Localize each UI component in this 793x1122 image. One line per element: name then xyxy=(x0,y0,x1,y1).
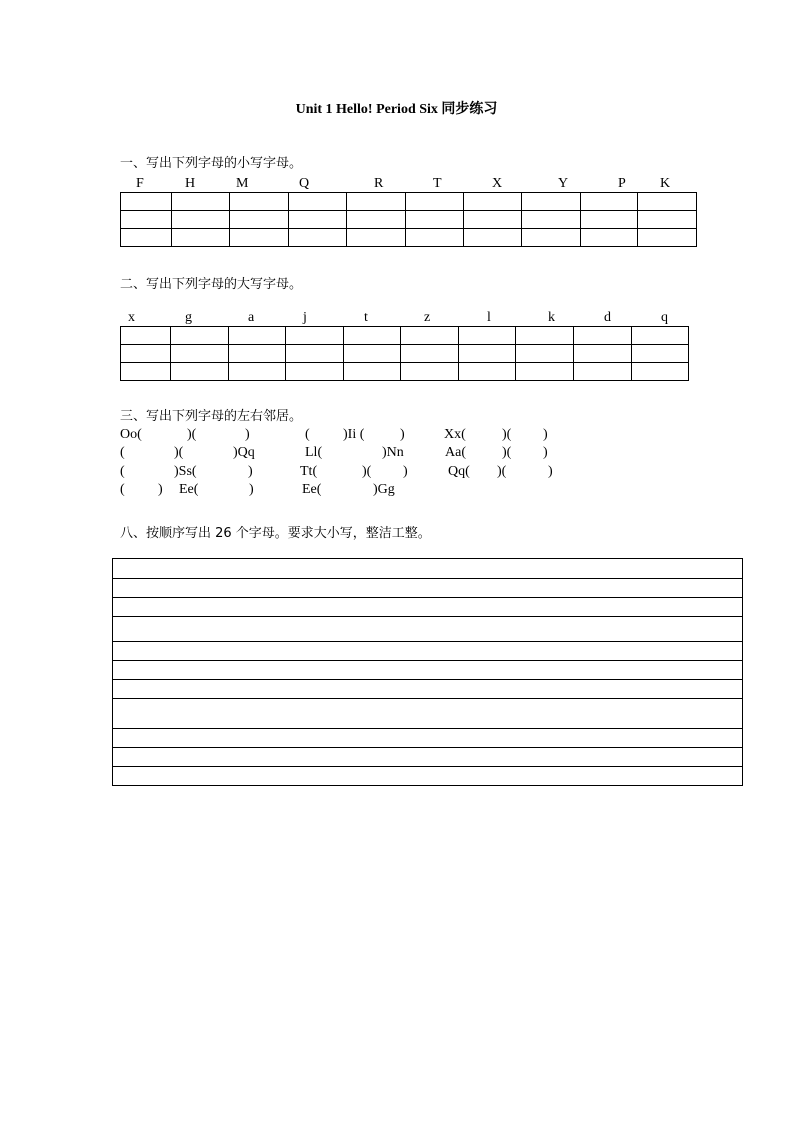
grid-cell[interactable] xyxy=(230,193,289,211)
writing-line[interactable] xyxy=(113,699,742,729)
writing-line[interactable] xyxy=(113,767,742,786)
neighbor-text: )( xyxy=(502,445,512,460)
grid-cell[interactable] xyxy=(401,327,459,345)
writing-line[interactable] xyxy=(113,579,742,598)
grid-cell[interactable] xyxy=(172,193,230,211)
neighbor-text: ( xyxy=(305,427,310,442)
grid-cell[interactable] xyxy=(289,211,347,229)
neighbor-text: ) xyxy=(403,464,408,479)
neighbor-text: )( xyxy=(497,464,507,479)
neighbor-text: )( xyxy=(174,445,184,460)
neighbor-text: ) xyxy=(543,427,548,442)
grid-cell[interactable] xyxy=(171,345,229,363)
letter-label: K xyxy=(660,176,671,191)
neighbor-row xyxy=(0,427,793,445)
grid-cell[interactable] xyxy=(522,193,581,211)
neighbor-text: )Nn xyxy=(382,445,404,460)
letter-label: z xyxy=(424,310,431,325)
letter-label: P xyxy=(618,176,626,191)
grid-cell[interactable] xyxy=(516,363,574,381)
neighbor-text: Qq( xyxy=(448,464,470,479)
neighbor-text: )( xyxy=(187,427,197,442)
letter-label: H xyxy=(185,176,196,191)
section4-heading: 八、按顺序写出 26 个字母。要求大小写，整洁工整。 xyxy=(120,526,431,541)
grid-cell[interactable] xyxy=(230,211,289,229)
writing-line[interactable] xyxy=(113,642,742,661)
section1-writing-grid xyxy=(120,192,697,247)
letter-label: R xyxy=(374,176,384,191)
grid-cell[interactable] xyxy=(459,363,516,381)
neighbor-text: Tt( xyxy=(300,464,318,479)
neighbor-text: ( xyxy=(120,482,125,497)
section2-heading: 二、写出下列字母的大写字母。 xyxy=(120,277,303,292)
neighbor-text: ) xyxy=(245,427,250,442)
grid-cell[interactable] xyxy=(121,193,172,211)
letter-label: x xyxy=(128,310,135,325)
grid-cell[interactable] xyxy=(632,345,689,363)
letter-label: g xyxy=(185,310,192,325)
section2-letters xyxy=(0,310,793,326)
grid-cell[interactable] xyxy=(347,193,406,211)
neighbor-text: ) xyxy=(400,427,405,442)
neighbor-text: )Ii ( xyxy=(343,427,365,442)
letter-label: M xyxy=(236,176,249,191)
neighbor-text: ) xyxy=(548,464,553,479)
grid-cell[interactable] xyxy=(344,363,401,381)
grid-cell[interactable] xyxy=(229,345,286,363)
grid-cell[interactable] xyxy=(347,229,406,247)
grid-cell[interactable] xyxy=(172,211,230,229)
section1-heading: 一、写出下列字母的小写字母。 xyxy=(120,156,303,171)
neighbor-text: ) xyxy=(249,482,254,497)
letter-label: Q xyxy=(299,176,310,191)
writing-line[interactable] xyxy=(113,661,742,680)
grid-cell[interactable] xyxy=(286,327,344,345)
section1-letters xyxy=(0,176,793,192)
writing-line[interactable] xyxy=(113,559,742,579)
grid-cell[interactable] xyxy=(121,345,171,363)
grid-cell[interactable] xyxy=(638,193,697,211)
grid-cell[interactable] xyxy=(632,363,689,381)
neighbor-text: ( xyxy=(120,464,125,479)
letter-label: l xyxy=(487,310,491,325)
grid-cell[interactable] xyxy=(230,229,289,247)
grid-cell[interactable] xyxy=(344,345,401,363)
page-title: Unit 1 Hello! Period Six 同步练习 xyxy=(295,102,498,117)
grid-cell[interactable] xyxy=(286,363,344,381)
letter-label: k xyxy=(548,310,555,325)
letter-label: F xyxy=(136,176,144,191)
grid-cell[interactable] xyxy=(516,345,574,363)
neighbor-text: Ee( xyxy=(302,482,322,497)
grid-cell[interactable] xyxy=(464,211,522,229)
grid-cell[interactable] xyxy=(632,327,689,345)
neighbor-text: ) xyxy=(543,445,548,460)
grid-cell[interactable] xyxy=(516,327,574,345)
grid-cell[interactable] xyxy=(581,211,638,229)
section3-heading: 三、写出下列字母的左右邻居。 xyxy=(120,409,303,424)
alphabet-writing-lines xyxy=(112,558,743,786)
grid-cell[interactable] xyxy=(171,363,229,381)
letter-label: Y xyxy=(558,176,569,191)
letter-label: X xyxy=(492,176,503,191)
letter-label: d xyxy=(604,310,611,325)
grid-cell[interactable] xyxy=(172,229,230,247)
grid-cell[interactable] xyxy=(289,229,347,247)
neighbor-text: Aa( xyxy=(445,445,466,460)
grid-cell[interactable] xyxy=(574,327,632,345)
neighbor-row xyxy=(0,482,793,500)
grid-cell[interactable] xyxy=(289,193,347,211)
section2-writing-grid xyxy=(120,326,689,381)
grid-cell[interactable] xyxy=(638,229,697,247)
neighbor-text: )Qq xyxy=(233,445,255,460)
neighbor-text: Oo( xyxy=(120,427,142,442)
grid-cell[interactable] xyxy=(574,363,632,381)
grid-cell[interactable] xyxy=(406,211,464,229)
neighbor-text: Ll( xyxy=(305,445,323,460)
grid-cell[interactable] xyxy=(171,327,229,345)
writing-line[interactable] xyxy=(113,617,742,642)
grid-cell[interactable] xyxy=(121,327,171,345)
letter-label: q xyxy=(661,310,668,325)
letter-label: j xyxy=(303,310,307,325)
writing-line[interactable] xyxy=(113,729,742,748)
grid-cell[interactable] xyxy=(121,363,171,381)
grid-cell[interactable] xyxy=(459,327,516,345)
neighbor-text: )Gg xyxy=(373,482,395,497)
neighbor-text: )( xyxy=(362,464,372,479)
neighbor-text: Xx( xyxy=(444,427,466,442)
neighbor-text: ) xyxy=(158,482,163,497)
letter-label: T xyxy=(433,176,442,191)
neighbor-text: )Ss( xyxy=(174,464,197,479)
grid-cell[interactable] xyxy=(229,363,286,381)
grid-cell[interactable] xyxy=(286,345,344,363)
writing-line[interactable] xyxy=(113,748,742,767)
neighbor-row xyxy=(0,445,793,463)
letter-label: t xyxy=(364,310,368,325)
grid-cell[interactable] xyxy=(229,327,286,345)
grid-cell[interactable] xyxy=(121,211,172,229)
neighbor-row xyxy=(0,464,793,482)
grid-cell[interactable] xyxy=(638,211,697,229)
neighbor-text: )( xyxy=(502,427,512,442)
grid-cell[interactable] xyxy=(344,327,401,345)
grid-cell[interactable] xyxy=(522,211,581,229)
neighbor-text: Ee( xyxy=(179,482,199,497)
grid-cell[interactable] xyxy=(121,229,172,247)
writing-line[interactable] xyxy=(113,680,742,699)
grid-cell[interactable] xyxy=(459,345,516,363)
grid-cell[interactable] xyxy=(401,345,459,363)
grid-cell[interactable] xyxy=(464,229,522,247)
grid-cell[interactable] xyxy=(522,229,581,247)
grid-cell[interactable] xyxy=(574,345,632,363)
grid-cell[interactable] xyxy=(581,193,638,211)
grid-cell[interactable] xyxy=(406,193,464,211)
grid-cell[interactable] xyxy=(401,363,459,381)
grid-cell[interactable] xyxy=(581,229,638,247)
grid-cell[interactable] xyxy=(347,211,406,229)
neighbor-text: ( xyxy=(120,445,125,460)
neighbor-text: ) xyxy=(248,464,253,479)
letter-label: a xyxy=(248,310,255,325)
grid-cell[interactable] xyxy=(464,193,522,211)
writing-line[interactable] xyxy=(113,598,742,617)
grid-cell[interactable] xyxy=(406,229,464,247)
